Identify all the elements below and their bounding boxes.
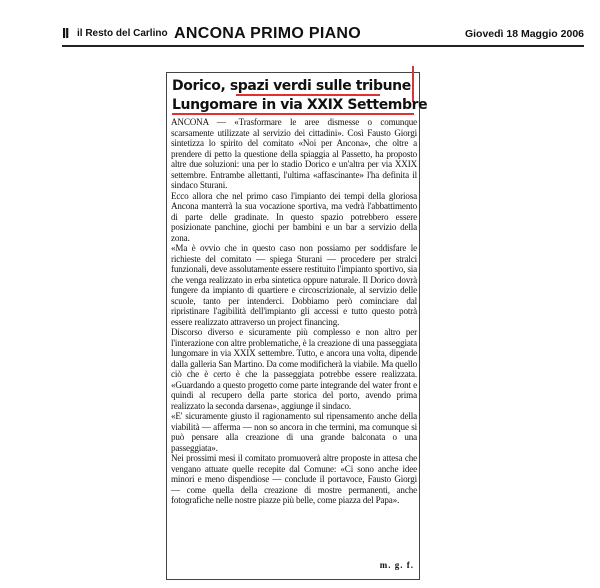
section-title: ANCONA PRIMO PIANO — [174, 25, 362, 42]
newspaper-logo-mark: II — [62, 25, 69, 42]
article-paragraph: «Ma è ovvio che in questo caso non possiamo per soddisfare le richieste del comitato — spiega Sturani — procedere per stralci funzionali, deve assolutamente essere restituito l'impianto sportivo, sia che venga realizzato in erba sintetica oppure naturale. Il Dorico dovrà fungere da impianto di quartiere e circoscrizionale, al servizio delle scuole, tanto per intenderci. Dobbiamo però cominciare dal ripristinare l'agibilità dell'impianto gli accessi e tutto questo potrà essere realizzato attraverso un project financing. — [171, 243, 418, 327]
headline-line-1: Dorico, spazi verdi sulle tribune — [172, 78, 411, 94]
author-signature: m. g. f. — [379, 560, 414, 570]
headline-line-2: Lungomare in via XXIX Settembre — [172, 96, 428, 113]
newspaper-name: il Resto del Carlino — [77, 28, 168, 39]
article-paragraph: Ecco allora che nel primo caso l'impianto dei tempi della gloriosa Ancona manterrà la sua vocazione sportiva, ma vedrà l'abbattimento di parte delle gradinate. In questo spazio potrebbero essere posizionate panchine, giochi per bambini e un bar a servizio della zona. — [171, 190, 417, 243]
article-body — [171, 117, 417, 506]
issue-date: Giovedì 18 Maggio 2006 — [464, 28, 584, 40]
article-paragraph: Discorso diverso e sicuramente più complesso e non altro per l'interazione con altre problematiche, è la creazione di una passeggiata lungomare in via XXIX settembre. Tutto, e ancora una volta, dipende dalla galleria San Martino. Da come modificherà la viabile. Ma quello ciò che è certo è che la passeggiata potrebbe essere realizzata. «Guardando a questo progetto come parte integrande del water front e quindi al recupero della parte storica del porto, avendo prima realizzato la seconda darsena», aggiunge il sindaco. — [171, 327, 417, 411]
article-paragraph: ANCONA — «Trasformare le aree dismesse o comunque scarsamente utilizzate al servizio dei cittadini». Così Fausto Giorgi sintetizza lo spirito del comitato «Noi per Ancona», che oltre a prendere di petto la questione della spiaggia al Passetto, ha proposto altre due soluzioni: una per lo stadio Dorico e un'altra per via XXIX settembre. Entrambe allettanti, l'ultima «affascinante» l'ha definita il sindaco Sturani. — [171, 117, 417, 190]
newspaper-masthead — [62, 24, 584, 46]
masthead-rule — [62, 45, 584, 47]
article-paragraph: «E' sicuramente giusto il ragionamento sul ripensamento anche della viabilità — afferma — non so ancora in che termini, ma comunque si può pensare alla creazione di una grande balconata o una passeggiata». — [171, 411, 417, 453]
article-paragraph: Nei prossimi mesi il comitato promuoverà altre proposte in attesa che vengano attuate quelle recepite dal Comune: «Ci sono anche idee minori e meno dispendiose — conclude il portavoce, Fausto Giorgi — come quella della creazione di mostre permanenti, anche fotografiche nelle nostre piazze più belle, come piazza del Papa». — [171, 453, 417, 505]
headline-underline-1 — [236, 94, 380, 96]
headline-underline-2 — [172, 113, 414, 115]
